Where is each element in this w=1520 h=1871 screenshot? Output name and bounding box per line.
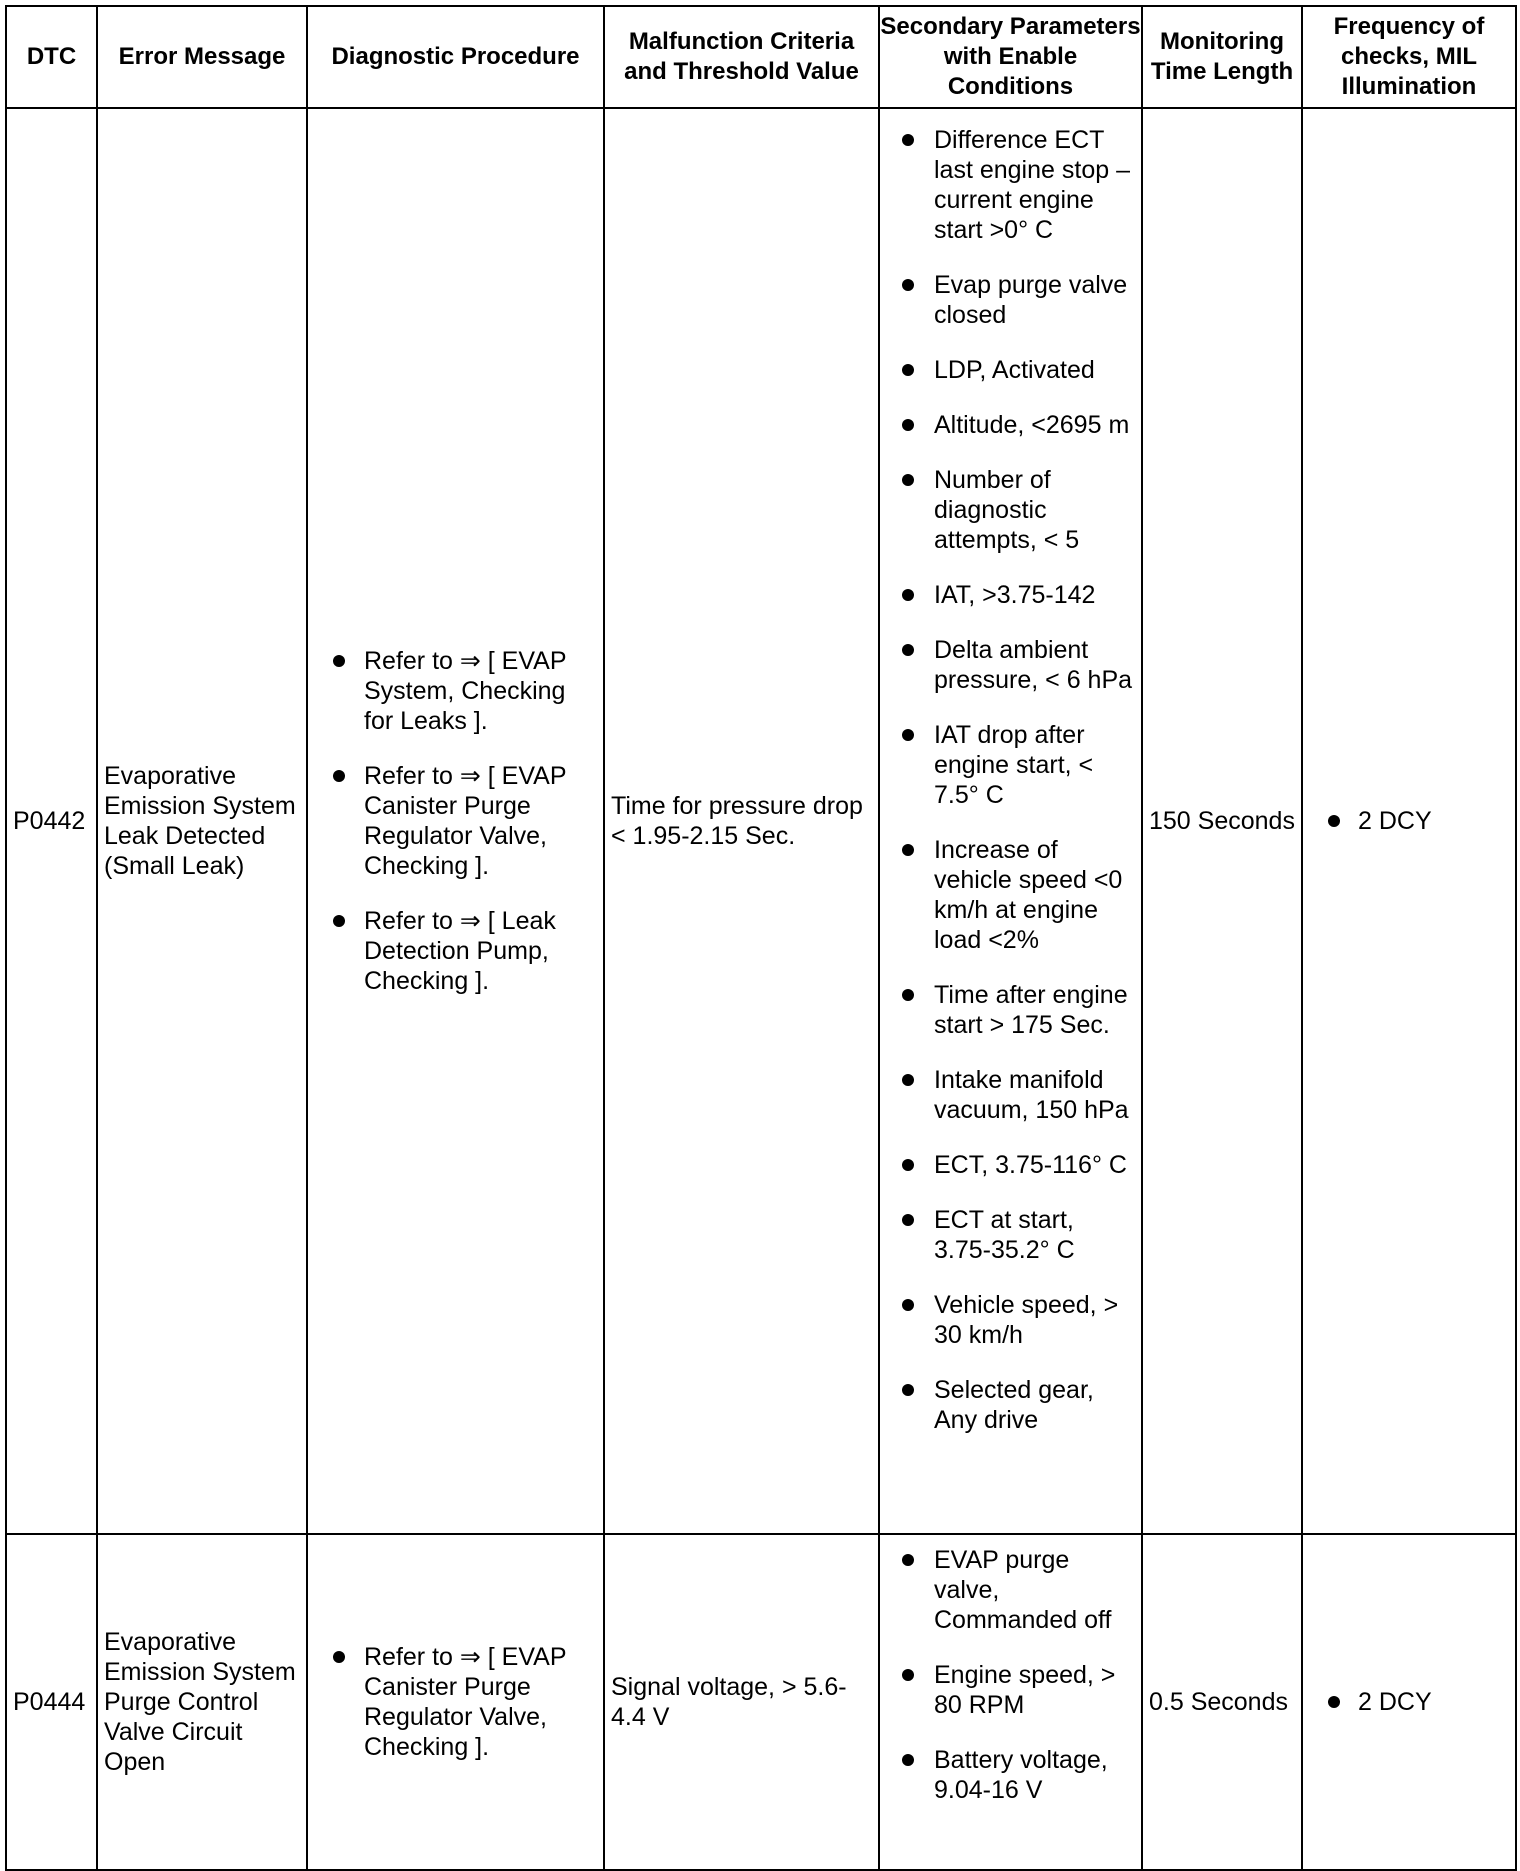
parameter-item: IAT drop after engine start, < 7.5° C <box>880 720 1141 810</box>
malfunction-criteria-cell <box>604 108 879 1534</box>
header-diagnostic-procedure: Diagnostic Procedure <box>307 6 604 108</box>
procedure-item: Refer to ⇒ [ EVAP System, Checking for Leaks ]. <box>308 646 603 736</box>
procedure-item: Refer to ⇒ [ Leak Detection Pump, Checking ]. <box>308 906 603 996</box>
bullet-icon <box>902 1214 914 1226</box>
parameter-item: Number of diagnostic attempts, < 5 <box>880 465 1141 555</box>
header-error-message: Error Message <box>97 6 307 108</box>
bullet-icon <box>333 915 345 927</box>
monitoring-time-cell <box>1142 1534 1302 1870</box>
secondary-parameters-cell <box>879 108 1142 1534</box>
procedure-list <box>308 646 603 996</box>
header-frequency: Frequency of checks, MIL Illumination <box>1302 6 1516 108</box>
diagnostic-procedure-cell <box>307 1534 604 1870</box>
bullet-icon <box>333 655 345 667</box>
monitoring-time: 0.5 Seconds <box>1149 1688 1288 1716</box>
procedure-list <box>308 1642 603 1762</box>
frequency-item: 2 DCY <box>1303 806 1515 836</box>
parameter-item: Difference ECT last engine stop – current engine start >0° C <box>880 125 1141 245</box>
dtc-code: P0442 <box>13 807 86 835</box>
bullet-icon <box>902 844 914 856</box>
header-row <box>6 6 1516 108</box>
parameter-item: Engine speed, > 80 RPM <box>880 1660 1141 1720</box>
header-monitoring-time: Monitoring Time Length <box>1142 6 1302 108</box>
parameter-item: Delta ambient pressure, < 6 hPa <box>880 635 1141 695</box>
dtc-cell <box>6 108 97 1534</box>
malfunction-criteria-cell <box>604 1534 879 1870</box>
bullet-icon <box>902 729 914 741</box>
parameter-item: EVAP purge valve, Commanded off <box>880 1545 1141 1635</box>
bullet-icon <box>902 364 914 376</box>
table-row <box>6 1534 1516 1870</box>
parameter-item: Increase of vehicle speed <0 km/h at engine load <2% <box>880 835 1141 955</box>
bullet-icon <box>902 474 914 486</box>
bullet-icon <box>902 134 914 146</box>
parameter-list <box>880 1545 1141 1805</box>
frequency-cell <box>1302 1534 1516 1870</box>
parameter-item: Evap purge valve closed <box>880 270 1141 330</box>
error-message-cell <box>97 108 307 1534</box>
dtc-table <box>5 5 1517 1871</box>
frequency-list <box>1303 1687 1515 1717</box>
bullet-icon <box>902 1554 914 1566</box>
bullet-icon <box>333 1651 345 1663</box>
bullet-icon <box>902 989 914 1001</box>
error-message-cell <box>97 1534 307 1870</box>
procedure-item: Refer to ⇒ [ EVAP Canister Purge Regulator Valve, Checking ]. <box>308 1642 603 1762</box>
parameter-item: IAT, >3.75-142 <box>880 580 1141 610</box>
bullet-icon <box>902 1384 914 1396</box>
bullet-icon <box>902 644 914 656</box>
frequency-cell <box>1302 108 1516 1534</box>
monitoring-time-cell <box>1142 108 1302 1534</box>
bullet-icon <box>1328 1696 1340 1708</box>
parameter-item: ECT, 3.75-116° C <box>880 1150 1141 1180</box>
header-malfunction-criteria: Malfunction Criteria and Threshold Value <box>604 6 879 108</box>
bullet-icon <box>333 770 345 782</box>
bullet-icon <box>902 1299 914 1311</box>
bullet-icon <box>1328 815 1340 827</box>
error-message: Evaporative Emission System Purge Control Valve Circuit Open <box>104 1628 296 1776</box>
bullet-icon <box>902 1754 914 1766</box>
bullet-icon <box>902 279 914 291</box>
parameter-item: Altitude, <2695 m <box>880 410 1141 440</box>
malfunction-criteria: Time for pressure drop < 1.95-2.15 Sec. <box>611 792 863 850</box>
frequency-item: 2 DCY <box>1303 1687 1515 1717</box>
bullet-icon <box>902 589 914 601</box>
parameter-item: Vehicle speed, > 30 km/h <box>880 1290 1141 1350</box>
secondary-parameters-cell <box>879 1534 1142 1870</box>
parameter-item: Selected gear, Any drive <box>880 1375 1141 1435</box>
dtc-code: P0444 <box>13 1688 86 1716</box>
dtc-cell <box>6 1534 97 1870</box>
table-row <box>6 108 1516 1534</box>
monitoring-time: 150 Seconds <box>1149 807 1295 835</box>
frequency-list <box>1303 806 1515 836</box>
malfunction-criteria: Signal voltage, > 5.6-4.4 V <box>611 1673 847 1731</box>
parameter-item: Intake manifold vacuum, 150 hPa <box>880 1065 1141 1125</box>
parameter-item: Time after engine start > 175 Sec. <box>880 980 1141 1040</box>
bullet-icon <box>902 1074 914 1086</box>
error-message: Evaporative Emission System Leak Detected (Small Leak) <box>104 762 296 880</box>
bullet-icon <box>902 1159 914 1171</box>
parameter-list <box>880 125 1141 1435</box>
parameter-item: LDP, Activated <box>880 355 1141 385</box>
header-secondary-parameters: Secondary Parameters with Enable Conditions <box>879 6 1142 108</box>
procedure-item: Refer to ⇒ [ EVAP Canister Purge Regulator Valve, Checking ]. <box>308 761 603 881</box>
header-dtc: DTC <box>6 6 97 108</box>
bullet-icon <box>902 1669 914 1681</box>
parameter-item: Battery voltage, 9.04-16 V <box>880 1745 1141 1805</box>
bullet-icon <box>902 419 914 431</box>
parameter-item: ECT at start, 3.75-35.2° C <box>880 1205 1141 1265</box>
diagnostic-procedure-cell <box>307 108 604 1534</box>
